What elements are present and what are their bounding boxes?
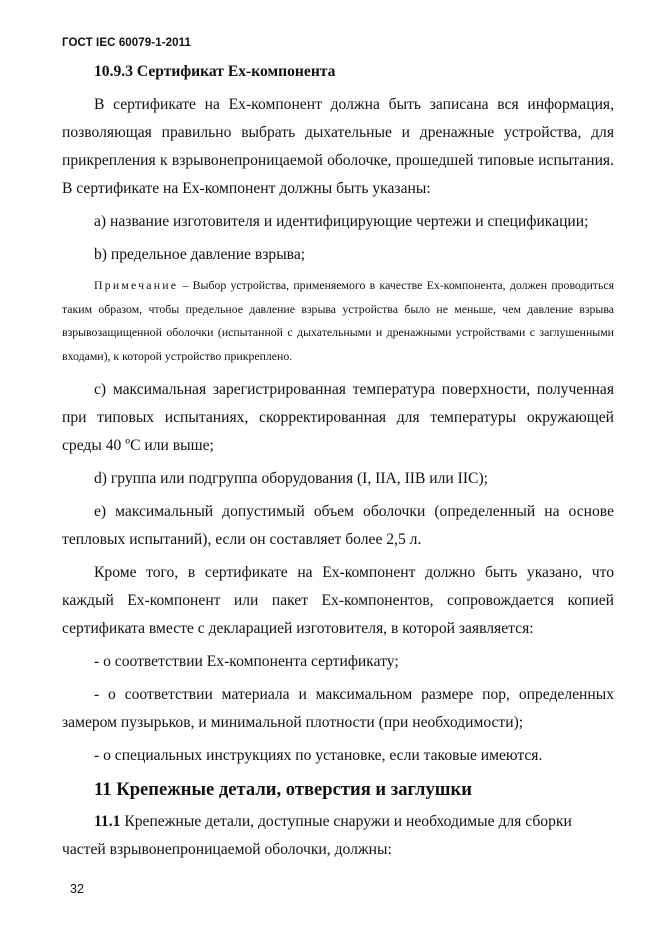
section-number-11-1: 11.1 (94, 813, 121, 830)
list-item-e: e) максимальный допустимый объем оболочки (определенный на основе тепловых испытаний), если он составляет более 2,5 л. (62, 503, 614, 548)
list-item-c: c) максимальная зарегистрированная температура поверхности, полученная при типовых испытаниях, скорректированная для температуры окружающей среды 40 ºС или выше; (62, 381, 614, 454)
paragraph-certificate-info: В сертификате на Ex-компонент должна быть записана вся информация, позволяющая правильно выбрать дыхательные и дренажные устройства, для прикрепления к взрывонепроницаемой оболочке, прошедшей типовые испытания. В сертификате на Ex-компонент должны быть указаны: (62, 96, 614, 197)
list-item-b: b) предельное давление взрыва; (94, 246, 306, 263)
dash-item-2: - о соответствии материала и максимальном размере пор, определенных замером пузырьков, и минимальной плотности (при необходимости); (62, 686, 614, 731)
list-item-d: d) группа или подгруппа оборудования (I, IIA, IIB или IIC); (94, 470, 488, 487)
paragraph-11-1 (62, 808, 614, 864)
page-body (62, 58, 614, 869)
paragraph-11-1-text: Крепежные детали, доступные снаружи и необходимые для сборки частей взрывонепроницаемой оболочки, должны: (62, 813, 572, 858)
paragraph-declaration: Кроме того, в сертификате на Ex-компонент должно быть указано, что каждый Ex-компонент или пакет Ex-компонентов, сопровождается копией сертификата вместе с декларацией изготовителя, в которой заявляется: (62, 564, 614, 637)
note-label: Примечание (94, 278, 179, 292)
document-code-header: ГОСТ IEC 60079-1-2011 (62, 37, 191, 49)
list-item-a: a) название изготовителя и идентифицирующие чертежи и спецификации; (94, 213, 589, 230)
page-number: 32 (70, 882, 84, 896)
section-title-10-9-3: 10.9.3 Сертификат Ex-компонента (94, 63, 336, 80)
note-text: – Выбор устройства, применяемого в качестве Ex-компонента, должен проводиться таким образом, чтобы предельное давление взрыва устройства было не меньше, чем давление взрыва взрывозащищенной оболочки (испытанной с дыхательными и дренажными устройствами с заглушенными входами), к которой устройство прикреплено. (62, 278, 614, 363)
note (62, 274, 614, 368)
section-title-11: 11 Крепежные детали, отверстия и заглушки (94, 779, 472, 800)
dash-item-3: - о специальных инструкциях по установке, если таковые имеются. (94, 747, 543, 764)
dash-item-1: - о соответствии Ex-компонента сертификату; (94, 653, 399, 670)
